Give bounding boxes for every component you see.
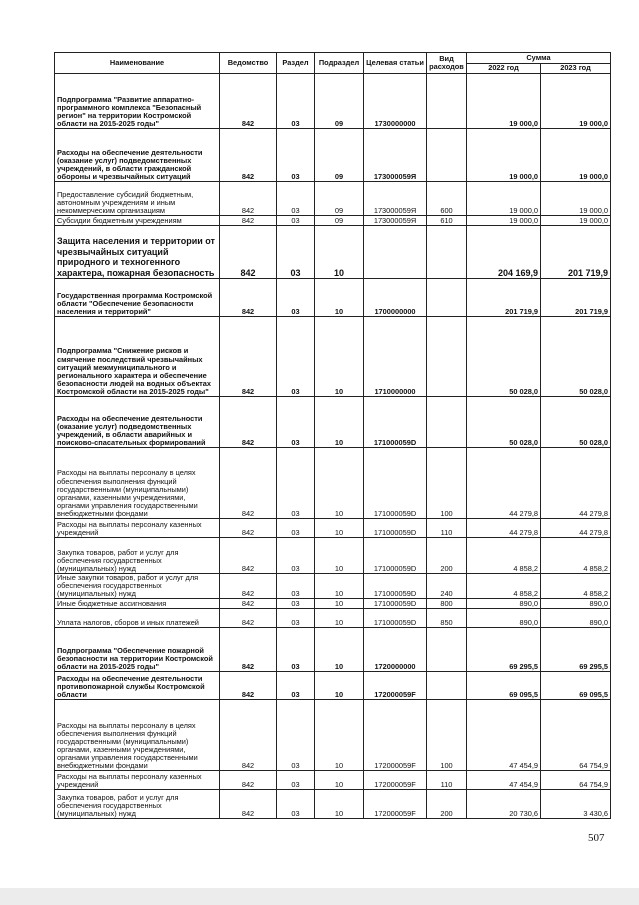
table-row bbox=[55, 599, 611, 609]
cell-y2022: 44 279,8 bbox=[467, 448, 541, 519]
table-row bbox=[55, 279, 611, 317]
table-row bbox=[55, 519, 611, 538]
cell-name: Закупка товаров, работ и услуг для обеспечения государственных (муниципальных) нужд bbox=[55, 790, 220, 819]
cell-subsection: 10 bbox=[315, 279, 364, 317]
header-name: Наименование bbox=[55, 53, 220, 74]
cell-dept: 842 bbox=[220, 599, 277, 609]
cell-subsection: 10 bbox=[315, 317, 364, 397]
header-section: Раздел bbox=[277, 53, 315, 74]
cell-dept: 842 bbox=[220, 216, 277, 226]
table-row bbox=[55, 182, 611, 216]
cell-subsection: 10 bbox=[315, 609, 364, 628]
cell-name: Расходы на выплаты персоналу в целях обеспечения выполнения функций государственными (муниципальными) органами, казенными учреждениями, органами управления государственными внебюджетными фондами bbox=[55, 700, 220, 771]
table-row bbox=[55, 226, 611, 279]
cell-y2022: 50 028,0 bbox=[467, 317, 541, 397]
cell-target: 172000059F bbox=[364, 771, 427, 790]
table-row bbox=[55, 672, 611, 700]
cell-y2023: 201 719,9 bbox=[541, 226, 611, 279]
page-number: 507 bbox=[588, 832, 605, 844]
table-row bbox=[55, 538, 611, 574]
cell-target: 173000059Я bbox=[364, 182, 427, 216]
cell-target: 173000059Я bbox=[364, 129, 427, 182]
cell-subsection: 10 bbox=[315, 790, 364, 819]
cell-section: 03 bbox=[277, 609, 315, 628]
cell-y2022: 890,0 bbox=[467, 609, 541, 628]
bottom-band bbox=[0, 888, 639, 905]
cell-dept: 842 bbox=[220, 182, 277, 216]
header-2022: 2022 год bbox=[467, 64, 541, 74]
cell-name: Уплата налогов, сборов и иных платежей bbox=[55, 609, 220, 628]
cell-y2023: 64 754,9 bbox=[541, 700, 611, 771]
cell-target: 1710000000 bbox=[364, 317, 427, 397]
cell-subsection: 10 bbox=[315, 448, 364, 519]
cell-name: Подпрограмма "Развитие аппаратно-программного комплекса "Безопасный регион" на территории Костромской области на 2015-2025 годы" bbox=[55, 74, 220, 129]
cell-subsection: 09 bbox=[315, 129, 364, 182]
cell-y2023: 64 754,9 bbox=[541, 771, 611, 790]
cell-y2022: 19 000,0 bbox=[467, 216, 541, 226]
cell-type bbox=[427, 672, 467, 700]
cell-y2023: 890,0 bbox=[541, 599, 611, 609]
cell-dept: 842 bbox=[220, 538, 277, 574]
cell-name: Расходы на обеспечение деятельности (оказание услуг) подведомственных учреждений, в области гражданской обороны и чрезвычайных ситуаций bbox=[55, 129, 220, 182]
cell-name: Расходы на обеспечение деятельности (оказание услуг) подведомственных учреждений, в области аварийных и поисково-спасательных формирований bbox=[55, 397, 220, 448]
cell-y2023: 19 000,0 bbox=[541, 74, 611, 129]
cell-name: Субсидии бюджетным учреждениям bbox=[55, 216, 220, 226]
budget-table bbox=[54, 52, 611, 819]
cell-subsection: 10 bbox=[315, 672, 364, 700]
cell-y2023: 201 719,9 bbox=[541, 279, 611, 317]
cell-target: 171000059D bbox=[364, 538, 427, 574]
header-subsection: Подраздел bbox=[315, 53, 364, 74]
cell-subsection: 09 bbox=[315, 74, 364, 129]
table-row bbox=[55, 448, 611, 519]
cell-name: Подпрограмма "Снижение рисков и смягчение последствий чрезвычайных ситуаций межмуниципального и регионального характера и обеспечение безопасности людей на водных объектах Костромской области на 2015-2025 годы" bbox=[55, 317, 220, 397]
cell-type: 200 bbox=[427, 790, 467, 819]
cell-subsection: 10 bbox=[315, 599, 364, 609]
cell-type: 100 bbox=[427, 448, 467, 519]
cell-y2023: 50 028,0 bbox=[541, 397, 611, 448]
cell-y2022: 19 000,0 bbox=[467, 129, 541, 182]
cell-name: Предоставление субсидий бюджетным, автономным учреждениям и иным некоммерческим организациям bbox=[55, 182, 220, 216]
cell-section: 03 bbox=[277, 519, 315, 538]
cell-y2022: 890,0 bbox=[467, 599, 541, 609]
cell-y2022: 69 295,5 bbox=[467, 628, 541, 672]
cell-y2022: 204 169,9 bbox=[467, 226, 541, 279]
header-dept: Ведомство bbox=[220, 53, 277, 74]
cell-name: Расходы на выплаты персоналу в целях обеспечения выполнения функций государственными (муниципальными) органами, казенными учреждениями, органами управления государственными внебюджетными фондами bbox=[55, 448, 220, 519]
cell-dept: 842 bbox=[220, 519, 277, 538]
table-row bbox=[55, 771, 611, 790]
cell-y2022: 19 000,0 bbox=[467, 182, 541, 216]
cell-subsection: 10 bbox=[315, 538, 364, 574]
cell-type bbox=[427, 279, 467, 317]
cell-type: 600 bbox=[427, 182, 467, 216]
cell-y2023: 50 028,0 bbox=[541, 317, 611, 397]
cell-section: 03 bbox=[277, 226, 315, 279]
cell-dept: 842 bbox=[220, 700, 277, 771]
cell-y2022: 50 028,0 bbox=[467, 397, 541, 448]
cell-type: 110 bbox=[427, 771, 467, 790]
header-type: Вид расходов bbox=[427, 53, 467, 74]
cell-section: 03 bbox=[277, 216, 315, 226]
cell-type bbox=[427, 74, 467, 129]
cell-y2022: 47 454,9 bbox=[467, 771, 541, 790]
table-body bbox=[55, 74, 611, 819]
table-row bbox=[55, 700, 611, 771]
cell-y2023: 69 095,5 bbox=[541, 672, 611, 700]
cell-dept: 842 bbox=[220, 574, 277, 599]
cell-y2022: 47 454,9 bbox=[467, 700, 541, 771]
cell-target: 171000059D bbox=[364, 599, 427, 609]
cell-dept: 842 bbox=[220, 226, 277, 279]
cell-target: 171000059D bbox=[364, 519, 427, 538]
table-row bbox=[55, 574, 611, 599]
cell-y2022: 201 719,9 bbox=[467, 279, 541, 317]
table-row bbox=[55, 628, 611, 672]
cell-type: 110 bbox=[427, 519, 467, 538]
cell-target: 173000059Я bbox=[364, 216, 427, 226]
cell-section: 03 bbox=[277, 574, 315, 599]
cell-target: 171000059D bbox=[364, 574, 427, 599]
cell-subsection: 09 bbox=[315, 182, 364, 216]
cell-y2023: 19 000,0 bbox=[541, 129, 611, 182]
cell-y2022: 19 000,0 bbox=[467, 74, 541, 129]
cell-subsection: 10 bbox=[315, 519, 364, 538]
cell-section: 03 bbox=[277, 672, 315, 700]
cell-dept: 842 bbox=[220, 397, 277, 448]
cell-y2023: 4 858,2 bbox=[541, 574, 611, 599]
cell-dept: 842 bbox=[220, 672, 277, 700]
cell-target: 1730000000 bbox=[364, 74, 427, 129]
cell-section: 03 bbox=[277, 74, 315, 129]
cell-y2022: 4 858,2 bbox=[467, 538, 541, 574]
cell-subsection: 10 bbox=[315, 700, 364, 771]
table-row bbox=[55, 397, 611, 448]
cell-type: 200 bbox=[427, 538, 467, 574]
cell-dept: 842 bbox=[220, 317, 277, 397]
cell-name: Защита населения и территории от чрезвычайных ситуаций природного и техногенного характера, пожарная безопасность bbox=[55, 226, 220, 279]
cell-target: 171000059D bbox=[364, 397, 427, 448]
table-header bbox=[55, 53, 611, 74]
table-row bbox=[55, 129, 611, 182]
header-target: Целевая статьи bbox=[364, 53, 427, 74]
cell-subsection: 10 bbox=[315, 628, 364, 672]
cell-section: 03 bbox=[277, 599, 315, 609]
cell-target: 172000059F bbox=[364, 790, 427, 819]
table-row bbox=[55, 317, 611, 397]
cell-dept: 842 bbox=[220, 279, 277, 317]
cell-subsection: 10 bbox=[315, 574, 364, 599]
cell-target: 172000059F bbox=[364, 700, 427, 771]
cell-type bbox=[427, 129, 467, 182]
cell-name: Иные закупки товаров, работ и услуг для обеспечения государственных (муниципальных) нужд bbox=[55, 574, 220, 599]
header-sum: Сумма bbox=[467, 53, 611, 64]
cell-dept: 842 bbox=[220, 771, 277, 790]
cell-y2022: 20 730,6 bbox=[467, 790, 541, 819]
cell-y2022: 4 858,2 bbox=[467, 574, 541, 599]
cell-target: 171000059D bbox=[364, 609, 427, 628]
cell-y2023: 4 858,2 bbox=[541, 538, 611, 574]
cell-target: 1720000000 bbox=[364, 628, 427, 672]
cell-name: Расходы на выплаты персоналу казенных учреждений bbox=[55, 771, 220, 790]
cell-y2023: 44 279,8 bbox=[541, 448, 611, 519]
cell-section: 03 bbox=[277, 538, 315, 574]
cell-type: 850 bbox=[427, 609, 467, 628]
cell-name: Закупка товаров, работ и услуг для обеспечения государственных (муниципальных) нужд bbox=[55, 538, 220, 574]
cell-section: 03 bbox=[277, 771, 315, 790]
cell-y2023: 69 295,5 bbox=[541, 628, 611, 672]
cell-section: 03 bbox=[277, 397, 315, 448]
cell-name: Государственная программа Костромской области "Обеспечение безопасности населения и территорий" bbox=[55, 279, 220, 317]
cell-type bbox=[427, 226, 467, 279]
cell-y2023: 19 000,0 bbox=[541, 182, 611, 216]
cell-dept: 842 bbox=[220, 129, 277, 182]
cell-name: Иные бюджетные ассигнования bbox=[55, 599, 220, 609]
cell-type: 800 bbox=[427, 599, 467, 609]
cell-y2023: 3 430,6 bbox=[541, 790, 611, 819]
cell-y2022: 69 095,5 bbox=[467, 672, 541, 700]
cell-name: Подпрограмма "Обеспечение пожарной безопасности на территории Костромской области на 2015-2025 годы" bbox=[55, 628, 220, 672]
cell-subsection: 10 bbox=[315, 771, 364, 790]
cell-target: 1700000000 bbox=[364, 279, 427, 317]
cell-dept: 842 bbox=[220, 448, 277, 519]
cell-type: 100 bbox=[427, 700, 467, 771]
cell-name: Расходы на выплаты персоналу казенных учреждений bbox=[55, 519, 220, 538]
cell-section: 03 bbox=[277, 700, 315, 771]
cell-type bbox=[427, 317, 467, 397]
cell-section: 03 bbox=[277, 790, 315, 819]
table-row bbox=[55, 216, 611, 226]
cell-section: 03 bbox=[277, 317, 315, 397]
cell-dept: 842 bbox=[220, 628, 277, 672]
cell-target: 171000059D bbox=[364, 448, 427, 519]
cell-name: Расходы на обеспечение деятельности противопожарной службы Костромской области bbox=[55, 672, 220, 700]
cell-type bbox=[427, 397, 467, 448]
cell-subsection: 10 bbox=[315, 397, 364, 448]
table-row bbox=[55, 74, 611, 129]
cell-section: 03 bbox=[277, 182, 315, 216]
cell-section: 03 bbox=[277, 628, 315, 672]
cell-section: 03 bbox=[277, 279, 315, 317]
cell-subsection: 10 bbox=[315, 226, 364, 279]
cell-subsection: 09 bbox=[315, 216, 364, 226]
cell-type bbox=[427, 628, 467, 672]
table-row bbox=[55, 609, 611, 628]
cell-y2023: 19 000,0 bbox=[541, 216, 611, 226]
cell-dept: 842 bbox=[220, 790, 277, 819]
cell-dept: 842 bbox=[220, 74, 277, 129]
cell-dept: 842 bbox=[220, 609, 277, 628]
cell-type: 240 bbox=[427, 574, 467, 599]
cell-y2022: 44 279,8 bbox=[467, 519, 541, 538]
cell-type: 610 bbox=[427, 216, 467, 226]
cell-section: 03 bbox=[277, 448, 315, 519]
cell-y2023: 44 279,8 bbox=[541, 519, 611, 538]
header-2023: 2023 год bbox=[541, 64, 611, 74]
table-row bbox=[55, 790, 611, 819]
cell-section: 03 bbox=[277, 129, 315, 182]
cell-target: 172000059F bbox=[364, 672, 427, 700]
cell-target bbox=[364, 226, 427, 279]
cell-y2023: 890,0 bbox=[541, 609, 611, 628]
